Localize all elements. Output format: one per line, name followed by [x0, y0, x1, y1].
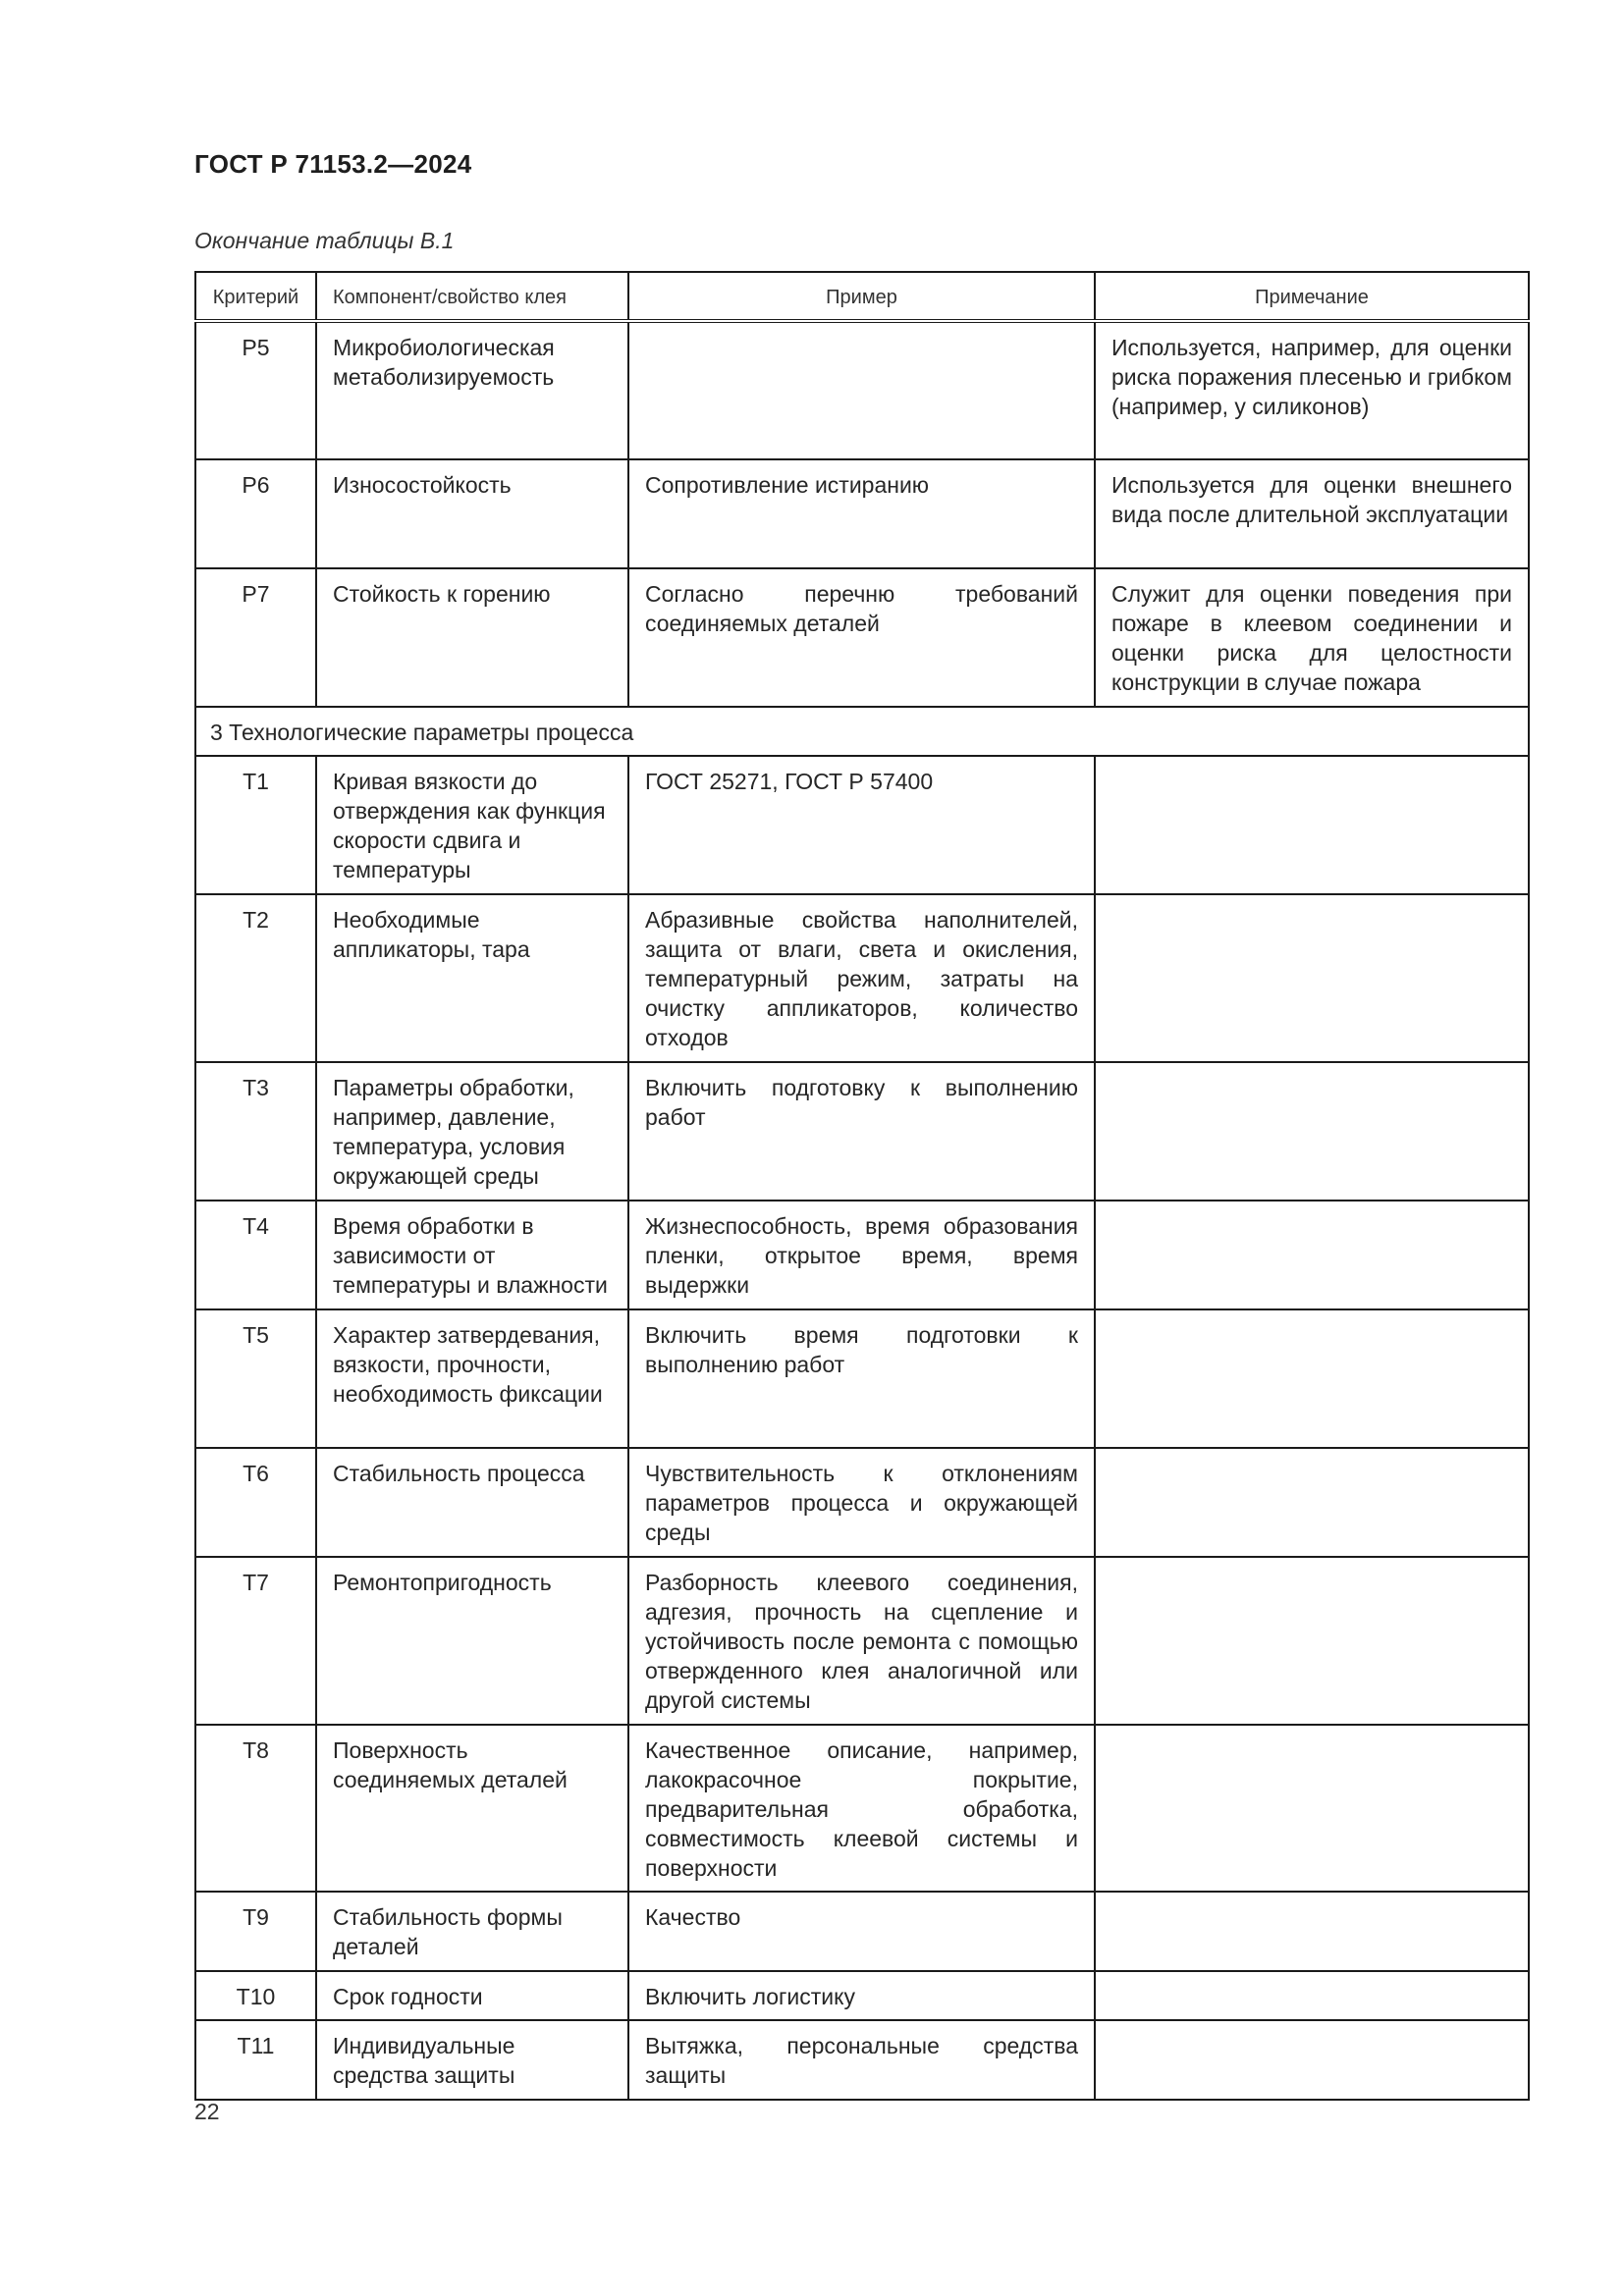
table-row	[195, 1062, 1529, 1201]
note-cell	[1095, 1309, 1529, 1448]
note-cell	[1095, 1725, 1529, 1892]
note-cell	[1095, 756, 1529, 894]
example-cell: ГОСТ 25271, ГОСТ Р 57400	[628, 756, 1095, 894]
criterion-code: T2	[195, 894, 316, 1062]
example-cell: Абразивные свойства наполнителей, защита от влаги, света и окисления, температурный режим, затраты на очистку аппликаторов, количество отходов	[628, 894, 1095, 1062]
table-row	[195, 1971, 1529, 2020]
component-cell: Износостойкость	[316, 459, 628, 568]
note-cell	[1095, 1062, 1529, 1201]
note-cell	[1095, 2020, 1529, 2100]
criterion-code: T5	[195, 1309, 316, 1448]
component-cell: Ремонтопригодность	[316, 1557, 628, 1725]
criterion-code: T10	[195, 1971, 316, 2020]
criterion-code: T11	[195, 2020, 316, 2100]
criterion-code: T6	[195, 1448, 316, 1557]
example-cell: Сопротивление истиранию	[628, 459, 1095, 568]
example-cell: Разборность клеевого соединения, адгезия, прочность на сцепление и устойчивость после ремонта с помощью отвержденного клея аналогичной или другой системы	[628, 1557, 1095, 1725]
component-cell: Время обработки в зависимости от температуры и влажности	[316, 1201, 628, 1309]
criterion-code: P7	[195, 568, 316, 707]
example-cell: Вытяжка, персональные средства защиты	[628, 2020, 1095, 2100]
component-cell: Параметры обработки, например, давление, температура, условия окружающей среды	[316, 1062, 628, 1201]
table-row	[195, 321, 1529, 459]
note-cell	[1095, 894, 1529, 1062]
component-cell: Стойкость к горению	[316, 568, 628, 707]
section-title: 3 Технологические параметры процесса	[195, 707, 1529, 756]
example-cell: Чувствительность к отклонениям параметров процесса и окружающей среды	[628, 1448, 1095, 1557]
table-row	[195, 459, 1529, 568]
criterion-code: T9	[195, 1892, 316, 1971]
note-cell	[1095, 1201, 1529, 1309]
page-number: 22	[194, 2099, 220, 2124]
criterion-code: P5	[195, 321, 316, 459]
example-cell: Согласно перечню требований соединяемых деталей	[628, 568, 1095, 707]
note-cell	[1095, 1892, 1529, 1971]
criterion-code: T8	[195, 1725, 316, 1892]
table-row	[195, 1309, 1529, 1448]
criterion-code: T3	[195, 1062, 316, 1201]
component-cell: Индивидуальные средства защиты	[316, 2020, 628, 2100]
table-row	[195, 894, 1529, 1062]
example-cell: Включить логистику	[628, 1971, 1095, 2020]
table-row	[195, 1725, 1529, 1892]
column-header-criterion: Критерий	[195, 272, 316, 321]
example-cell: Включить подготовку к выполнению работ	[628, 1062, 1095, 1201]
criterion-code: T7	[195, 1557, 316, 1725]
table-row	[195, 1892, 1529, 1971]
note-cell	[1095, 1971, 1529, 2020]
component-cell: Срок годности	[316, 1971, 628, 2020]
table-row	[195, 568, 1529, 707]
table-row	[195, 1448, 1529, 1557]
column-header-note: Примечание	[1095, 272, 1529, 321]
table-row	[195, 1557, 1529, 1725]
table-row	[195, 2020, 1529, 2100]
component-cell: Микробиологическая метаболизируемость	[316, 321, 628, 459]
note-cell: Используется для оценки внешнего вида после длительной эксплуатации	[1095, 459, 1529, 568]
note-cell: Используется, например, для оценки риска поражения плесенью и грибком (например, у силиконов)	[1095, 321, 1529, 459]
example-cell: Жизнеспособность, время образования пленки, открытое время, время выдержки	[628, 1201, 1095, 1309]
properties-table	[194, 271, 1530, 2101]
table-row	[195, 756, 1529, 894]
table-header-row	[195, 272, 1529, 321]
criterion-code: P6	[195, 459, 316, 568]
table-caption: Окончание таблицы В.1	[194, 228, 455, 253]
note-cell: Служит для оценки поведения при пожаре в клеевом соединении и оценки риска для целостности конструкции в случае пожара	[1095, 568, 1529, 707]
criterion-code: T1	[195, 756, 316, 894]
example-cell: Включить время подготовки к выполнению работ	[628, 1309, 1095, 1448]
example-cell	[628, 321, 1095, 459]
table-container	[194, 271, 1528, 2101]
component-cell: Стабильность формы деталей	[316, 1892, 628, 1971]
column-header-example: Пример	[628, 272, 1095, 321]
component-cell: Кривая вязкости до отверждения как функция скорости сдвига и температуры	[316, 756, 628, 894]
document-header: ГОСТ Р 71153.2—2024	[194, 149, 472, 179]
component-cell: Необходимые аппликаторы, тара	[316, 894, 628, 1062]
example-cell: Качество	[628, 1892, 1095, 1971]
component-cell: Стабильность процесса	[316, 1448, 628, 1557]
table-row	[195, 1201, 1529, 1309]
note-cell	[1095, 1448, 1529, 1557]
component-cell: Поверхность соединяемых деталей	[316, 1725, 628, 1892]
note-cell	[1095, 1557, 1529, 1725]
section-row	[195, 707, 1529, 756]
criterion-code: T4	[195, 1201, 316, 1309]
example-cell: Качественное описание, например, лакокрасочное покрытие, предварительная обработка, совместимость клеевой системы и поверхности	[628, 1725, 1095, 1892]
column-header-component: Компонент/свойство клея	[316, 272, 628, 321]
component-cell: Характер затвердевания, вязкости, прочности, необходимость фиксации	[316, 1309, 628, 1448]
